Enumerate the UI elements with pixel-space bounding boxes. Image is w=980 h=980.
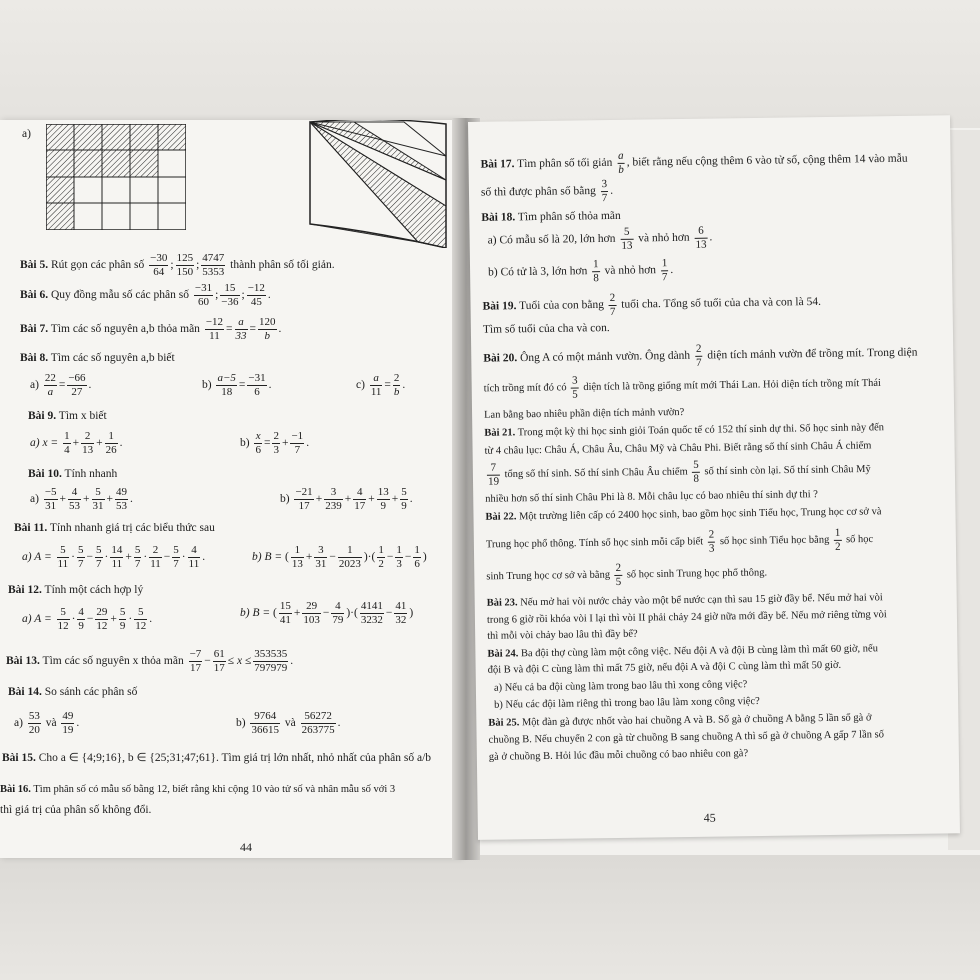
bai14-b: b) $\frac{9764}{36615}$ và $\frac{56272}{263775}$ .	[236, 710, 341, 736]
fraction: $\frac{125}{150}$	[176, 252, 194, 278]
background-bottom	[0, 855, 980, 980]
fraction: $\frac{-12}{45}$	[247, 282, 265, 308]
bai23: Bài 23. Nếu mở hai vòi nước chảy vào một bể nước cạn thì sau 15 giờ đầy bể. Nếu mở hai vòi	[486, 592, 883, 609]
bai18-b: b) Có tử là 3, lớn hơn $\frac{1}{8}$ và nhỏ hơn $\frac{1}{7}$ .	[488, 257, 674, 284]
bai6-text: Quy đồng mẫu số các phân số	[51, 288, 189, 301]
bai6: Bài 6. Quy đồng mẫu số các phân số $\frac{-31}{60}$ ; $\frac{15}{-36}$ ; $\frac{-12}{45}$ .	[20, 282, 271, 308]
bai22-line2: Trung học phổ thông. Tính số học sinh mỗi cấp biết $\frac{2}{3}$ số học sinh Tiểu học bằng $\frac{1}{2}$ số học	[485, 526, 874, 555]
bai24: Bài 24. Ba đội thợ cùng làm một công việc. Nếu đội A và đội B cùng làm thì mất 60 giờ, nếu	[487, 643, 879, 660]
left-page	[0, 120, 462, 858]
bai22-line3: sinh Trung học cơ sở và bằng $\frac{2}{5}$ số học sinh Trung học phổ thông.	[486, 561, 768, 588]
bai14: Bài 14. So sánh các phân số	[8, 686, 138, 698]
bai16-line2: thì giá trị của phân số không đổi.	[0, 804, 152, 816]
bai24-line2: đội B và đội C cùng làm thì mất 75 giờ, nếu đội A và đội C cùng làm thì mất 50 giờ.	[487, 659, 842, 676]
fraction: $\frac{-30}{64}$	[150, 252, 168, 278]
bai17-line2: số thì được phân số bằng $\frac{3}{7}$ .	[480, 178, 614, 204]
bai18-a: a) Có mẫu số là 20, lớn hơn $\frac{5}{13}$ và nhỏ hơn $\frac{6}{13}$ .	[487, 224, 713, 252]
bai10-a: a) $\frac{-5}{31}$ + $\frac{4}{53}$ + $\frac{5}{31}$ + $\frac{49}{53}$ .	[30, 486, 133, 512]
bai14-a: a) $\frac{53}{20}$ và $\frac{49}{19}$ .	[14, 710, 80, 736]
bai25-line2: chuồng B. Nếu chuyển 2 con gà từ chuồng B sang chuồng A thì số gà ở chuồng A gấp 7 lần số	[488, 729, 885, 746]
bai25-line3: gà ở chuồng B. Hỏi lúc đầu mỗi chuồng có bao nhiêu con gà?	[488, 748, 749, 763]
bai8-b: b) $\frac{a-5}{18}$ = $\frac{-31}{6}$ .	[202, 372, 272, 398]
bai20-line2: tích trồng mít đó có $\frac{3}{5}$ diện tích là trồng giống mít mới Thái Lan. Hỏi diện tích trồng mít Thái	[483, 374, 882, 401]
bai23-line3: thì mỗi vòi chảy bao lâu thì đầy bể?	[487, 628, 638, 642]
bai24-b: b) Nếu các đội làm riêng thì trong bao lâu làm xong công việc?	[494, 695, 760, 711]
bai17: Bài 17. Tìm phân số tối giản $\frac{a}{b}$ , biết rằng nếu cộng thêm 6 vào tử số, cộng thêm 14 vào mẫu	[480, 149, 908, 176]
bai5-text: Rút gọn các phân số	[51, 258, 145, 271]
bai19-line2: Tìm số tuổi của cha và con.	[482, 322, 610, 336]
bai22: Bài 22. Một trường liên cấp có 2400 học sinh, bao gồm học sinh Tiểu học, Trung học cơ sở và	[485, 506, 882, 523]
bai21: Bài 21. Trong một kỳ thi học sinh giỏi Toán quốc tế có 152 thí sinh dự thi. Số học sinh này đến	[484, 422, 885, 439]
bai21-line2: từ 4 châu lục: Châu Á, Châu Âu, Châu Mỹ và Châu Phi. Biết rằng số thí sinh Châu Á chiếm	[484, 440, 872, 457]
bai8-a: a) $\frac{22}{a}$ = $\frac{-66}{27}$ .	[30, 372, 92, 398]
bai21-line3: $\frac{7}{19}$ tổng số thí sinh. Số thí sinh Châu Âu chiếm $\frac{5}{8}$ số thí sinh còn lại. Số thí sinh Châu Mỹ	[487, 458, 871, 488]
bai11-a: a) A = $\frac{5}{11}$ · $\frac{5}{7}$ − $\frac{5}{7}$ · $\frac{14}{11}$ + $\frac{5}{7}$ · $\frac{2}{11}$ − $\frac{5}{7}$ · $\frac{4}{11}$ .	[22, 544, 206, 570]
bai18: Bài 18. Tìm phân số thỏa mãn	[481, 209, 621, 224]
bai25: Bài 25. Một đàn gà được nhốt vào hai chuồng A và B. Số gà ở chuồng A bằng 5 lần số gà ở	[488, 712, 872, 729]
bai12: Bài 12. Tính một cách hợp lý	[8, 584, 144, 596]
fraction: $\frac{4747}{5353}$	[202, 252, 225, 278]
bai16: Bài 16. Tìm phân số có mẫu số bằng 12, biết rằng khi cộng 10 vào tử số và nhân mẫu số với 3	[0, 784, 396, 795]
bai9: Bài 9. Tìm x biết	[28, 410, 107, 422]
fraction: $\frac{-31}{60}$	[194, 282, 213, 308]
bai5-tail: thành phân số tối giản.	[230, 258, 335, 271]
bai10-b: b) $\frac{-21}{17}$ + $\frac{3}{239}$ + $\frac{4}{17}$ + $\frac{13}{9}$ + $\frac{5}{9}$ .	[280, 486, 413, 512]
fan-figure	[308, 120, 448, 248]
background-top	[0, 0, 980, 128]
bai11: Bài 11. Tính nhanh giá trị các biểu thức sau	[14, 522, 215, 534]
grid-figure	[46, 124, 186, 230]
bai7-text: Tìm các số nguyên a,b thỏa mãn	[50, 322, 200, 335]
bai20: Bài 20. Ông A có một mảnh vườn. Ông dành $\frac{2}{7}$ diện tích mảnh vườn để trồng mít. Trong diện	[483, 342, 918, 369]
fraction: $\frac{-12}{11}$	[205, 316, 224, 342]
bai7: Bài 7. Tìm các số nguyên a,b thỏa mãn $\frac{-12}{11}$ = $\frac{a}{33}$ = $\frac{120}{b}$ .	[20, 316, 282, 342]
page-number-left: 44	[240, 840, 252, 854]
bai9-a: a) x = $\frac{1}{4}$ + $\frac{2}{13}$ + $\frac{1}{26}$ .	[30, 430, 123, 456]
label-a: a)	[22, 128, 31, 140]
bai5: Bài 5. Rút gọn các phân số $\frac{-30}{64}$ ; $\frac{125}{150}$ ; $\frac{4747}{5353}$ thành phân số tối giản.	[20, 252, 335, 278]
bai8-title: Bài 8.	[20, 352, 49, 364]
bai13: Bài 13. Tìm các số nguyên x thỏa mãn $\frac{-7}{17}$ − $\frac{61}{17}$ ≤ x ≤ $\frac{353535}{797979}$ .	[6, 648, 294, 674]
bai8-c: c) $\frac{a}{11}$ = $\frac{2}{b}$ .	[356, 372, 406, 398]
bai6-title: Bài 6.	[20, 288, 49, 301]
bai7-title: Bài 7.	[20, 322, 49, 335]
bai15: Bài 15. Cho a ∈ {4;9;16}, b ∈ {25;31;47;61}. Tìm giá trị lớn nhất, nhỏ nhất của phân số a/b	[2, 752, 432, 764]
bai12-a: a) A = $\frac{5}{12}$ · $\frac{4}{9}$ − $\frac{29}{12}$ + $\frac{5}{9}$ · $\frac{5}{12}$ .	[22, 606, 153, 632]
right-page	[468, 115, 960, 840]
bai20-line3: Lan bằng bao nhiêu phần diện tích mảnh vườn?	[484, 407, 685, 421]
bai8-text: Tìm các số nguyên a,b biết	[50, 352, 175, 364]
bai21-line4: nhiều hơn số thí sinh Châu Phi là 8. Mỗi châu lục có bao nhiêu thí sinh dự thi ?	[485, 489, 818, 505]
bai19: Bài 19. Tuổi của con bằng $\frac{2}{7}$ tuổi cha. Tổng số tuổi của cha và con là 54.	[482, 291, 822, 318]
bai23-line2: trong 6 giờ rồi khóa vòi I lại thì vòi II phải chảy 24 giờ nữa mới đầy bể. Nếu mở riêng từng vòi	[486, 609, 887, 626]
bai10: Bài 10. Tính nhanh	[28, 468, 118, 480]
fraction: $\frac{a}{33}$	[235, 316, 247, 342]
fraction: $\frac{15}{-36}$	[221, 282, 239, 308]
page-number-right: 45	[703, 810, 716, 825]
bai9-b: b) $\frac{x}{6}$ = $\frac{2}{3}$ + $\frac{-1}{7}$ .	[240, 430, 310, 456]
bai5-title: Bài 5.	[20, 258, 49, 271]
bai24-a: a) Nếu cả ba đội cùng làm trong bao lâu thì xong công việc?	[493, 679, 748, 694]
bai8	[20, 352, 175, 365]
bai11-b: b) B = ( $\frac{1}{13}$ + $\frac{3}{31}$ − $\frac{1}{2023}$ )·( $\frac{1}{2}$ − $\frac{1}{3}$ − $\frac{1}{6}$ )	[252, 544, 427, 570]
fraction: $\frac{120}{b}$	[259, 316, 276, 342]
bai12-b: b) B = ( $\frac{15}{41}$ + $\frac{29}{103}$ − $\frac{4}{79}$ )·( $\frac{4141}{3232}$ − $\frac{41}{32}$ )	[240, 600, 414, 626]
